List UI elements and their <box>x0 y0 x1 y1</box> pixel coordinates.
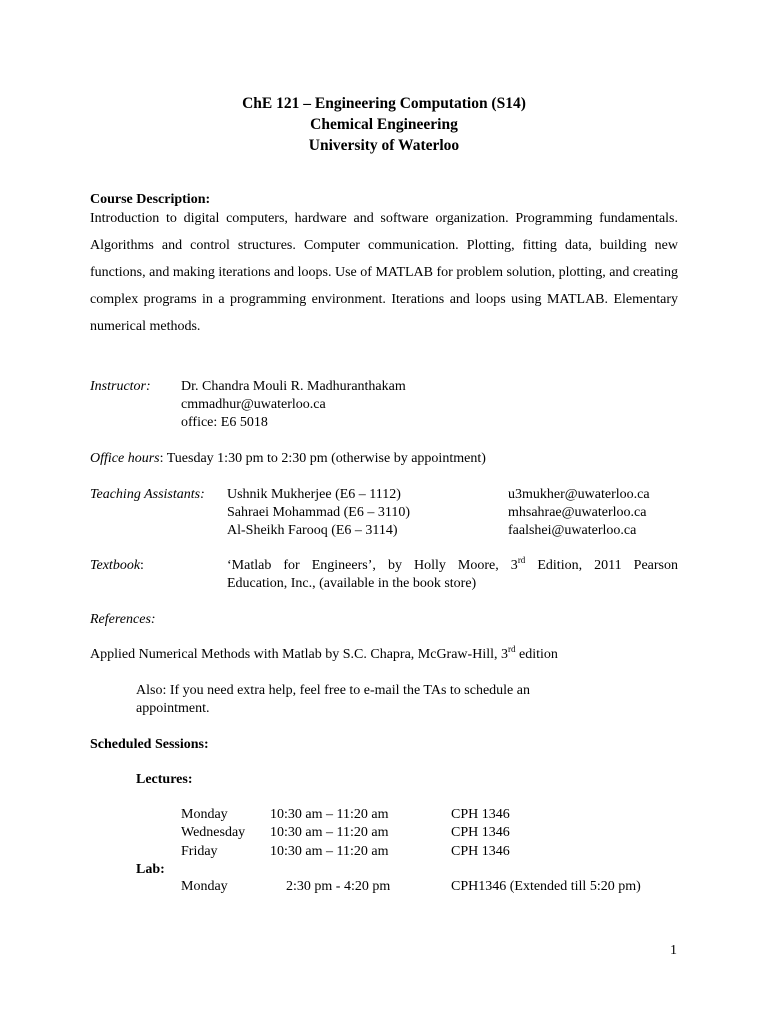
office-hours-text: : Tuesday 1:30 pm to 2:30 pm (otherwise by appointment) <box>159 451 486 466</box>
course-description-heading: Course Description: <box>90 192 211 207</box>
textbook-title-text: ‘Matlab for Engineers’, by Holly Moore, 3 <box>227 558 518 573</box>
office-hours-label: Office hours <box>90 451 160 466</box>
instructor-office: office: E6 5018 <box>181 415 268 430</box>
also-line-1: Also: If you need extra help, feel free to e-mail the TAs to schedule an <box>136 683 530 698</box>
office-hours-line <box>90 451 486 467</box>
textbook-line-1 <box>227 555 678 574</box>
textbook-colon: : <box>140 558 144 573</box>
textbook-edition-sup: rd <box>517 555 526 565</box>
lecture-room: CPH 1346 <box>451 807 510 822</box>
instructor-name: Dr. Chandra Mouli R. Madhuranthakam <box>181 379 406 394</box>
lecture-time: 10:30 am – 11:20 am <box>270 844 389 859</box>
textbook-publisher-text: Edition, 2011 Pearson <box>525 558 678 573</box>
textbook-line-2: Education, Inc., (available in the book store) <box>227 576 477 591</box>
lab-room: CPH1346 (Extended till 5:20 pm) <box>451 879 641 894</box>
also-line-2: appointment. <box>136 701 210 716</box>
lecture-time: 10:30 am – 11:20 am <box>270 825 389 840</box>
lectures-label: Lectures: <box>136 772 193 787</box>
university-title: University of Waterloo <box>308 137 460 154</box>
ta-email: mhsahrae@uwaterloo.ca <box>508 505 647 520</box>
ta-name: Al-Sheikh Farooq (E6 – 3114) <box>227 523 398 538</box>
ta-name: Ushnik Mukherjee (E6 – 1112) <box>227 487 401 502</box>
lecture-room: CPH 1346 <box>451 844 510 859</box>
lecture-day: Monday <box>181 807 228 822</box>
reference-edition-text: edition <box>515 647 558 662</box>
lecture-day: Friday <box>181 844 218 859</box>
lecture-time: 10:30 am – 11:20 am <box>270 807 389 822</box>
lecture-day: Wednesday <box>181 825 246 840</box>
lab-time: 2:30 pm - 4:20 pm <box>286 879 391 894</box>
ta-email: u3mukher@uwaterloo.ca <box>508 487 650 502</box>
lecture-room: CPH 1346 <box>451 825 510 840</box>
course-description-text: Introduction to digital computers, hardware and software organization. Programming fundamentals. Algorithms and control structures. Computer communication. Plotting, fitting data, building new functions, and making iterations and loops. Use of MATLAB for problem solution, plotting, and creating complex programs in a programming environment. Iterations and loops using MATLAB. Elementary numerical methods. <box>90 211 678 334</box>
reference-text: Applied Numerical Methods with Matlab by S.C. Chapra, McGraw-Hill, 3 <box>90 647 508 662</box>
department-title: Chemical Engineering <box>310 116 458 133</box>
textbook-label-line <box>90 558 144 574</box>
lab-day: Monday <box>181 879 228 894</box>
instructor-email: cmmadhur@uwaterloo.ca <box>181 397 326 412</box>
references-label: References: <box>90 612 156 627</box>
teaching-assistants-label: Teaching Assistants: <box>90 487 205 502</box>
textbook-label: Textbook <box>90 558 141 573</box>
ta-email: faalshei@uwaterloo.ca <box>508 523 637 538</box>
scheduled-sessions-heading: Scheduled Sessions: <box>90 737 209 752</box>
course-title: ChE 121 – Engineering Computation (S14) <box>242 95 526 112</box>
reference-item <box>90 644 558 663</box>
lab-label: Lab: <box>136 862 165 877</box>
page-number: 1 <box>670 943 677 958</box>
ta-name: Sahraei Mohammad (E6 – 3110) <box>227 505 410 520</box>
reference-edition-sup: rd <box>507 644 516 654</box>
instructor-label: Instructor: <box>90 379 151 394</box>
